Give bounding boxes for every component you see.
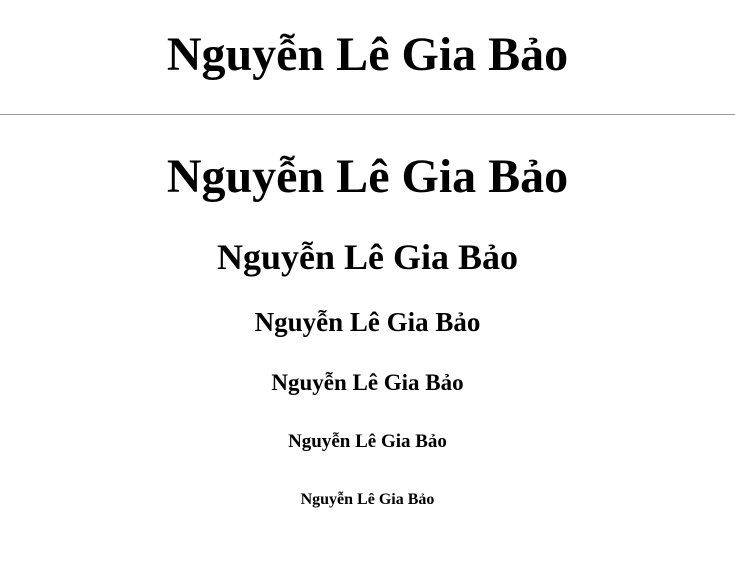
- heading-level-1: Nguyễn Lê Gia Bảo: [166, 150, 569, 203]
- heading-level-3: Nguyễn Lê Gia Bảo: [254, 307, 481, 337]
- heading-level-5: Nguyễn Lê Gia Bảo: [288, 431, 447, 452]
- heading-level-4: Nguyễn Lê Gia Bảo: [271, 370, 464, 395]
- heading-level-6: Nguyễn Lê Gia Bảo: [300, 491, 435, 508]
- heading-level-2: Nguyễn Lê Gia Bảo: [216, 237, 519, 277]
- header-divider: [0, 114, 735, 115]
- page-title: Nguyễn Lê Gia Bảo: [166, 28, 569, 81]
